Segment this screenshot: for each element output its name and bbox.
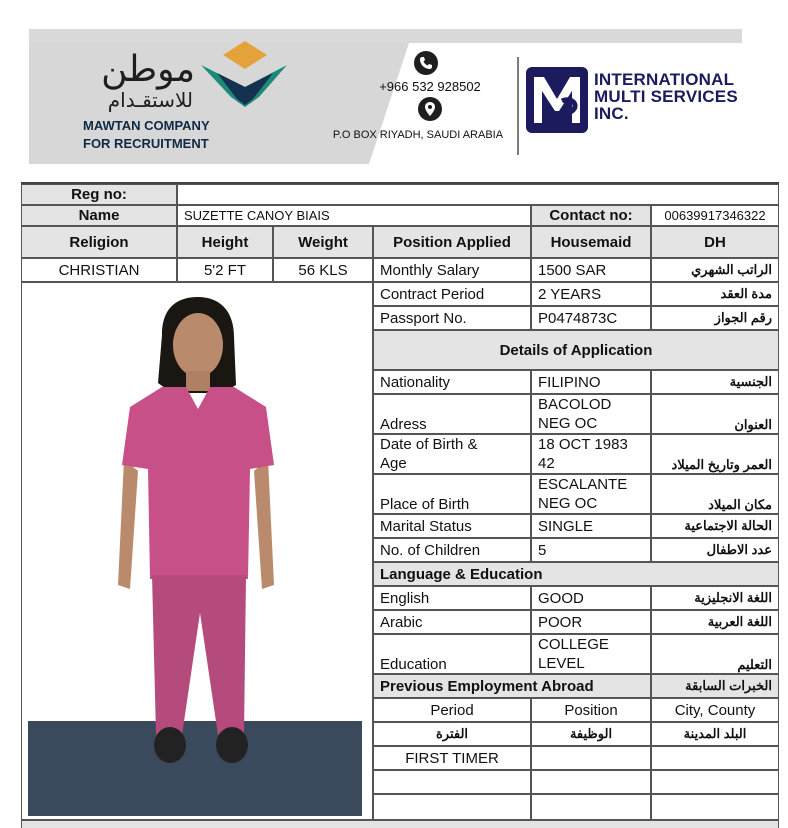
prev-row-1-city	[651, 746, 779, 770]
children-label-ar: عدد الاطفال	[651, 538, 779, 562]
pob-value	[531, 474, 651, 514]
dob-label-line1: Date of Birth &	[380, 436, 478, 453]
marital-value: SINGLE	[531, 514, 651, 538]
children-label: No. of Children	[373, 538, 531, 562]
height-value: 5'2 FT	[177, 258, 273, 282]
city-header: City, County	[651, 698, 779, 722]
prev-employment-title-ar: الخبرات السابقة	[651, 674, 779, 698]
english-label-ar: اللغة الانجليزية	[651, 586, 779, 610]
company-name: MAWTAN COMPANY FOR RECRUITMENT	[83, 118, 210, 151]
prev-row-3-city	[651, 794, 779, 820]
pob-value-line1: ESCALANTE	[538, 476, 628, 493]
mawtan-ar-line2: للاستقـدام	[107, 88, 193, 112]
position-header: Position Applied	[373, 226, 531, 258]
dob-value-line1: 18 OCT 1983	[538, 436, 628, 453]
location-pin-icon	[418, 97, 442, 123]
marital-label-ar: الحالة الاجتماعية	[651, 514, 779, 538]
contract-period-value: 2 YEARS	[531, 282, 651, 306]
children-value: 5	[531, 538, 651, 562]
address-value	[531, 394, 651, 434]
english-value: GOOD	[531, 586, 651, 610]
banner-diagonal	[329, 43, 409, 164]
prev-row-2-city	[651, 770, 779, 794]
prev-row-1-period: FIRST TIMER	[373, 746, 531, 770]
dob-label-line2: Age	[380, 455, 407, 472]
prev-employment-title: Previous Employment Abroad	[373, 674, 651, 698]
name-value: SUZETTE CANOY BIAIS	[177, 205, 531, 226]
marital-label: Marital Status	[373, 514, 531, 538]
pob-label-ar: مكان الميلاد	[651, 474, 779, 514]
mawtan-logo-icon	[199, 37, 294, 112]
salary-label: Monthly Salary	[373, 258, 531, 282]
weight-header: Weight	[273, 226, 373, 258]
education-value	[531, 634, 651, 674]
address-value-line2: NEG OC	[538, 415, 598, 432]
form-bottom-strip	[21, 820, 779, 828]
weight-value: 56 KLS	[273, 258, 373, 282]
dob-label	[373, 434, 531, 474]
education-value-line2: LEVEL	[538, 655, 585, 672]
dob-value-line2: 42	[538, 455, 555, 472]
mawtan-ar-line1: موطن	[101, 49, 195, 90]
pob-label: Place of Birth	[373, 474, 531, 514]
banner-top-strip	[29, 29, 742, 43]
phone-number: +966 532 928502	[379, 79, 481, 94]
position-code: DH	[651, 226, 779, 258]
nationality-value: FILIPINO	[531, 370, 651, 394]
ims-logo-icon	[526, 67, 588, 133]
address-label: Adress	[373, 394, 531, 434]
period-header: Period	[373, 698, 531, 722]
religion-header: Religion	[21, 226, 177, 258]
dob-label-ar: العمر وتاريخ الميلاد	[651, 434, 779, 474]
period-header-ar: الفترة	[373, 722, 531, 746]
banner-separator	[517, 57, 519, 155]
pob-value-line2: NEG OC	[538, 495, 598, 512]
education-label-ar: التعليم	[651, 634, 779, 674]
height-header: Height	[177, 226, 273, 258]
passport-value: P0474873C	[531, 306, 651, 330]
applicant-figure	[22, 283, 372, 819]
salary-label-ar: الراتب الشهري	[651, 258, 779, 282]
prev-row-3-period	[373, 794, 531, 820]
passport-label-ar: رقم الجواز	[651, 306, 779, 330]
header-banner	[29, 29, 742, 164]
position-prev-header: Position	[531, 698, 651, 722]
prev-row-2-period	[373, 770, 531, 794]
religion-value: CHRISTIAN	[21, 258, 177, 282]
applicant-photo	[21, 282, 373, 820]
phone-icon	[414, 51, 438, 75]
city-header-ar: البلد المدينة	[651, 722, 779, 746]
reg-no-label: Reg no:	[21, 184, 177, 205]
reg-no-value	[177, 184, 779, 205]
contact-label: Contact no:	[531, 205, 651, 226]
arabic-label: Arabic	[373, 610, 531, 634]
arabic-value: POOR	[531, 610, 651, 634]
dob-value	[531, 434, 651, 474]
partner-name: INTERNATIONAL MULTI SERVICES INC.	[594, 70, 738, 123]
address-label-ar: العنوان	[651, 394, 779, 434]
prev-row-3-position	[531, 794, 651, 820]
name-label: Name	[21, 205, 177, 226]
position-prev-header-ar: الوظيفة	[531, 722, 651, 746]
application-form	[21, 182, 779, 828]
contact-value: 00639917346322	[651, 205, 779, 226]
prev-row-2-position	[531, 770, 651, 794]
education-value-line1: COLLEGE	[538, 636, 609, 653]
salary-value: 1500 SAR	[531, 258, 651, 282]
company-address: P.O BOX RIYADH, SAUDI ARABIA	[332, 129, 504, 141]
education-label: Education	[373, 634, 531, 674]
address-value-line1: BACOLOD	[538, 396, 612, 413]
english-label: English	[373, 586, 531, 610]
prev-row-1-position	[531, 746, 651, 770]
nationality-label-ar: الجنسية	[651, 370, 779, 394]
nationality-label: Nationality	[373, 370, 531, 394]
mawtan-arabic-wordmark	[73, 43, 198, 113]
contract-period-label-ar: مدة العقد	[651, 282, 779, 306]
position-value: Housemaid	[531, 226, 651, 258]
language-title: Language & Education	[373, 562, 779, 586]
contract-period-label: Contract Period	[373, 282, 531, 306]
details-title: Details of Application	[373, 330, 779, 370]
arabic-label-ar: اللغة العربية	[651, 610, 779, 634]
passport-label: Passport No.	[373, 306, 531, 330]
